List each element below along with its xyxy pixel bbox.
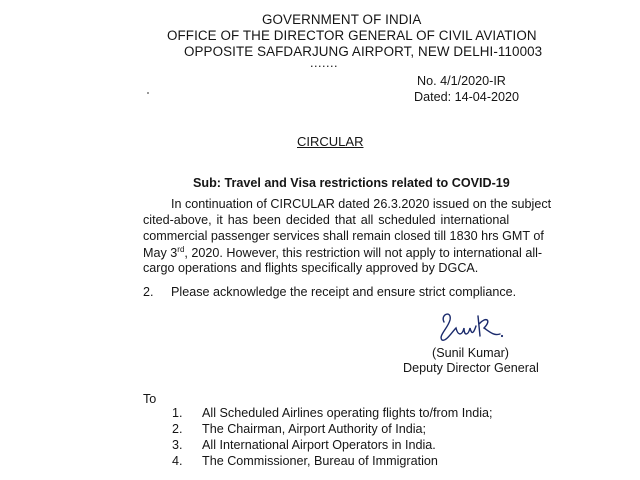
para1-line4-sup: rd (177, 245, 185, 254)
signatory-name: (Sunil Kumar) (432, 346, 509, 360)
para1-line3: commercial passenger services shall remain closed till 1830 hrs GMT of (143, 229, 544, 243)
recipient-number: 4. (172, 454, 183, 468)
para1-line4-post: , 2020. However, this restriction will not apply to international all- (184, 246, 543, 261)
header-divider-dots: ....... (310, 56, 338, 70)
scan-speck (147, 92, 149, 94)
header-government: GOVERNMENT OF INDIA (262, 12, 422, 27)
subject-line: Sub: Travel and Visa restrictions related to COVID-19 (193, 176, 510, 190)
para1-line5: cargo operations and flights specifically approved by DGCA. (143, 261, 479, 275)
recipient-number: 3. (172, 438, 183, 452)
header-office: OFFICE OF THE DIRECTOR GENERAL OF CIVIL AVIATION (167, 28, 537, 43)
reference-date: Dated: 14-04-2020 (414, 90, 520, 104)
to-label: To (143, 392, 157, 406)
para1-line1: In continuation of CIRCULAR dated 26.3.2020 issued on the subject (171, 197, 552, 211)
para1-line4 (143, 245, 542, 260)
header-address: OPPOSITE SAFDARJUNG AIRPORT, NEW DELHI-110003 (184, 44, 543, 59)
handwritten-signature (430, 306, 510, 348)
recipient-text: All Scheduled Airlines operating flights to/from India; (202, 406, 493, 420)
recipient-number: 2. (172, 422, 183, 436)
recipient-text: The Chairman, Airport Authority of India; (202, 422, 426, 436)
signatory-designation: Deputy Director General (403, 361, 539, 375)
recipient-number: 1. (172, 406, 183, 420)
reference-number: No. 4/1/2020-IR (417, 74, 506, 88)
para1-line2: cited-above, it has been decided that all scheduled international (143, 213, 510, 227)
para2-text: Please acknowledge the receipt and ensure strict compliance. (171, 285, 517, 299)
recipient-text: All International Airport Operators in India. (202, 438, 436, 452)
para1-line4-pre: May 3 (143, 246, 178, 261)
recipient-text: The Commissioner, Bureau of Immigration (202, 454, 438, 468)
para2-number: 2. (143, 285, 154, 299)
circular-title: CIRCULAR (297, 134, 364, 149)
